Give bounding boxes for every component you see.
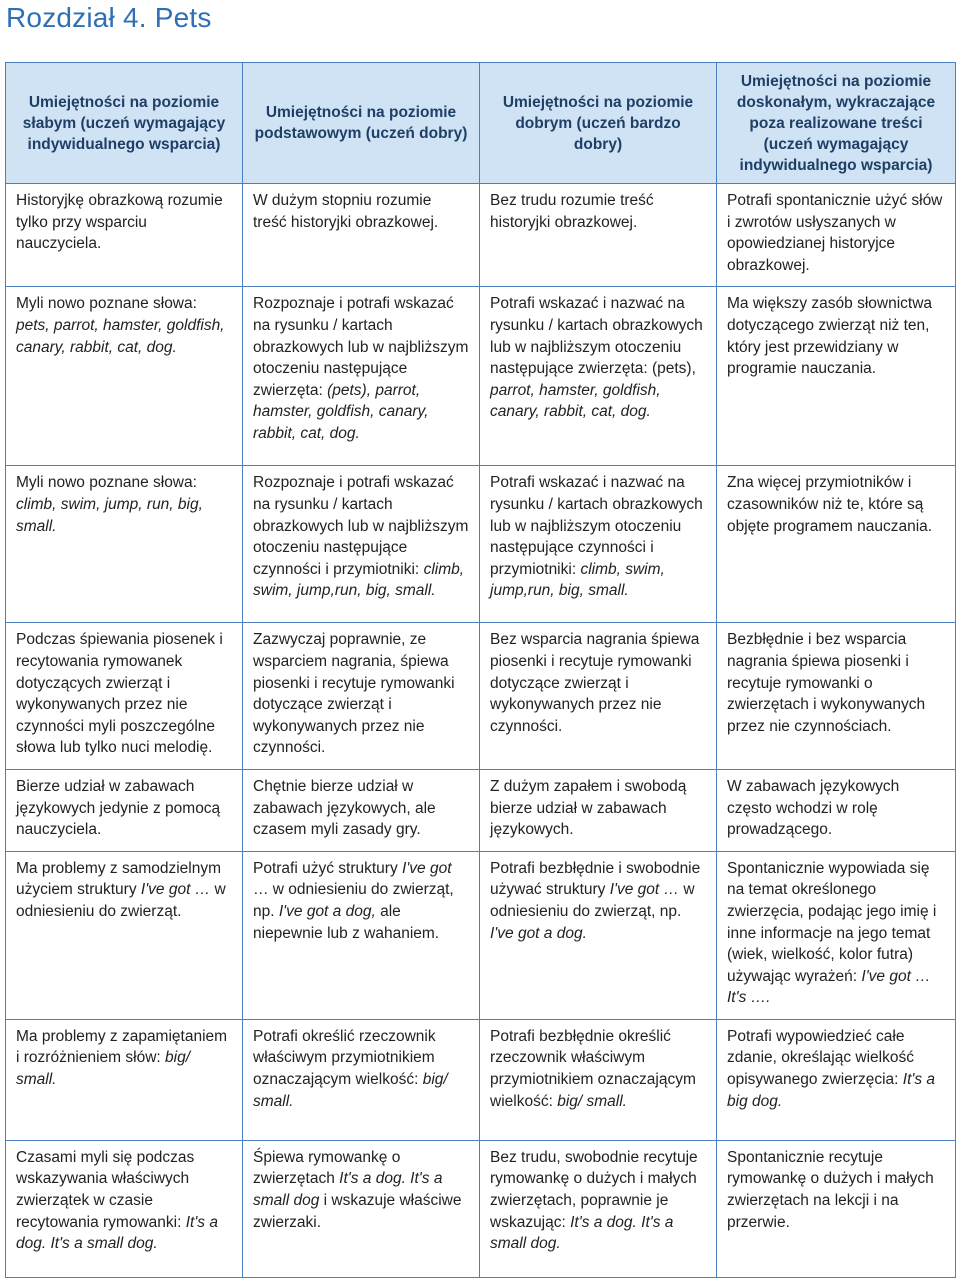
cell-text [490, 293, 706, 423]
cell-text [727, 472, 945, 537]
cell-text [16, 472, 232, 537]
cell-text [253, 858, 469, 944]
cell-plain-text: Potrafi wskazać i nazwać na rysunku / kartach obrazkowych lub w najbliższym otoczeniu następujące zwierzęta: (pets), [490, 295, 703, 378]
cell-italic-text: big/ small. [557, 1092, 627, 1110]
table-cell-basic [243, 466, 480, 623]
cell-text [253, 293, 469, 444]
chapter-title: Rozdział 4. Pets [6, 2, 212, 33]
cell-italic-text: climb, swim, jump,run, big, small. [490, 560, 665, 600]
table-cell-weak [6, 1140, 243, 1277]
cell-plain-text: Spontanicznie recytuje rymowankę o dużych i małych zwierzętach na lekcji i na przerwie. [727, 1148, 934, 1231]
cell-plain-text: Potrafi określić rzeczownik właściwym przymiotnikiem oznaczającym wielkość: [253, 1027, 436, 1089]
cell-text [16, 629, 232, 759]
table-row [6, 1019, 956, 1140]
table-row [6, 184, 956, 287]
cell-text [727, 629, 945, 737]
cell-plain-text: Bez trudu, swobodnie recytuje rymowankę o dużych i małych zwierzętach, poprawnie je wskazując: [490, 1148, 698, 1231]
cell-italic-text: (pets), parrot, hamster, goldfish, canary, rabbit, cat, dog. [253, 381, 429, 442]
cell-plain-text: Myli nowo poznane słowa: [16, 474, 197, 492]
table-cell-weak [6, 287, 243, 466]
cell-text [253, 629, 469, 759]
cell-plain-text: Bez trudu rozumie treść historyjki obrazkowej. [490, 192, 654, 231]
cell-plain-text: w odniesieniu do zwierząt. [16, 881, 226, 920]
table-cell-weak [6, 184, 243, 287]
table-cell-basic [243, 851, 480, 1019]
table-body [6, 184, 956, 1278]
table-cell-good [480, 769, 717, 851]
table-cell-good [480, 287, 717, 466]
cell-italic-text: I've got [402, 859, 452, 877]
cell-text [16, 1026, 232, 1091]
cell-italic-text: pets, parrot, hamster, goldfish, canary, rabbit, cat, dog. [16, 316, 225, 356]
cell-text [490, 629, 706, 737]
cell-text [727, 858, 945, 1009]
cell-text [727, 190, 945, 276]
cell-italic-text: climb, swim, jump, run, big, small. [16, 495, 203, 535]
cell-text [490, 1147, 706, 1255]
cell-plain-text: Czasami myli się podczas wskazywania właściwych zwierzątek w czasie recytowania rymowanki: [16, 1148, 195, 1231]
cell-text [490, 472, 706, 602]
column-header-good: Umiejętności na poziomie dobrym (uczeń bardzo dobry) [480, 63, 717, 184]
cell-italic-text: It's a dog. It's a small dog. [16, 1213, 218, 1253]
table-cell-good [480, 1140, 717, 1277]
cell-plain-text: W zabawach językowych często wchodzi w rolę prowadzącego. [727, 777, 900, 839]
cell-plain-text: Potrafi bezbłędnie określić rzeczownik właściwym przymiotnikiem oznaczającym wielkość: [490, 1027, 696, 1110]
cell-text [490, 190, 706, 233]
table-cell-basic [243, 623, 480, 770]
skills-table [5, 62, 956, 1278]
cell-text [16, 293, 232, 358]
cell-plain-text: Myli nowo poznane słowa: [16, 295, 197, 313]
cell-text [16, 858, 232, 923]
cell-plain-text: Ma problemy z zapamiętaniem i rozróżnieniem słów: [16, 1027, 228, 1067]
table-cell-weak [6, 851, 243, 1019]
cell-text [253, 190, 469, 233]
cell-text [16, 1147, 232, 1255]
cell-text [253, 472, 469, 602]
table-row [6, 1140, 956, 1277]
cell-text [490, 858, 706, 944]
table-cell-basic [243, 287, 480, 466]
table-cell-basic [243, 184, 480, 287]
cell-text [490, 776, 706, 841]
table-cell-excellent [717, 769, 956, 851]
cell-plain-text: Z dużym zapałem i swobodą bierze udział w zabawach językowych. [490, 777, 687, 839]
table-cell-excellent [717, 1140, 956, 1277]
cell-plain-text: Ma większy zasób słownictwa dotyczącego zwierząt niż ten, który jest przewidziany w programie nauczania. [727, 295, 933, 378]
cell-italic-text: I've got … [609, 881, 680, 899]
cell-text [253, 1026, 469, 1112]
table-cell-basic [243, 1019, 480, 1140]
table-cell-weak [6, 769, 243, 851]
cell-plain-text: Potrafi spontanicznie użyć słów i zwrotów usłyszanych w opowiedzianej historyjce obrazkowej. [727, 192, 943, 274]
cell-text [727, 776, 945, 841]
column-header-excellent: Umiejętności na poziomie doskonałym, wykraczające poza realizowane treści (uczeń wymagający indywidualnego wsparcia) [717, 63, 956, 184]
cell-plain-text: Śpiewa rymowankę o zwierzętach [253, 1148, 401, 1188]
cell-plain-text: Spontanicznie wypowiada się na temat określonego zwierzęcia, podając jego imię i inne informacje na jego temat (wiek, wielkość, kolor futra) używając wyrażeń: [727, 859, 937, 985]
cell-italic-text: climb, swim, jump,run, big, small. [253, 560, 465, 600]
cell-text [727, 1147, 945, 1233]
cell-plain-text: Bezbłędnie i bez wsparcia nagrania śpiewa piosenki i recytuje rymowanki o zwierzętach i wykonywanych przez nie czynnościach. [727, 631, 926, 735]
cell-italic-text: I've got a dog. [490, 924, 587, 942]
cell-text [727, 1026, 945, 1112]
cell-italic-text: I've got a dog, [278, 902, 376, 920]
cell-italic-text: I've got … It's …. [727, 967, 931, 1007]
table-cell-good [480, 1019, 717, 1140]
cell-plain-text: Chętnie bierze udział w zabawach językowych, ale czasem myli zasady gry. [253, 777, 436, 839]
table-cell-excellent [717, 466, 956, 623]
cell-text [16, 776, 232, 841]
table-cell-excellent [717, 184, 956, 287]
table-cell-excellent [717, 287, 956, 466]
cell-text [253, 776, 469, 841]
cell-text [16, 190, 232, 255]
cell-plain-text: Potrafi wskazać i nazwać na rysunku / kartach obrazkowych lub w najbliższym otoczeniu następujące czynności i przymiotniki: [490, 474, 703, 578]
cell-italic-text: parrot, hamster, goldfish, canary, rabbit, cat, dog. [490, 381, 661, 421]
cell-plain-text: Historyjkę obrazkową rozumie tylko przy wsparciu nauczyciela. [16, 192, 223, 253]
table-row [6, 287, 956, 466]
column-header-weak: Umiejętności na poziomie słabym (uczeń wymagający indywidualnego wsparcia) [6, 63, 243, 184]
cell-plain-text: Ma problemy z samodzielnym użyciem struktury [16, 859, 222, 899]
table-cell-good [480, 851, 717, 1019]
cell-italic-text: It's a dog. It's a small dog [253, 1170, 443, 1210]
cell-plain-text: i wskazuje właściwe zwierzaki. [253, 1192, 462, 1231]
cell-plain-text: Zazwyczaj poprawnie, ze wsparciem nagrania, śpiewa piosenki i recytuje rymowanki dotyczące zwierząt i wykonywanych przez nie czynności. [253, 631, 455, 757]
cell-text [490, 1026, 706, 1112]
cell-plain-text: Potrafi użyć struktury [253, 859, 398, 877]
table-cell-good [480, 184, 717, 287]
cell-plain-text: w odniesieniu do zwierząt, np. [490, 881, 695, 920]
cell-italic-text: It's a big dog. [727, 1071, 936, 1110]
cell-plain-text: ale niepewnie lub z wahaniem. [253, 902, 440, 942]
table-cell-excellent [717, 623, 956, 770]
table-row [6, 623, 956, 770]
cell-plain-text: Potrafi bezbłędnie i swobodnie używać struktury [490, 859, 701, 899]
cell-plain-text: Podczas śpiewania piosenek i recytowania rymowanek dotyczących zwierząt i wykonywanych przez nie czynności myli poszczególne słowa lub tylko nuci melodię. [16, 631, 223, 757]
table-cell-weak [6, 623, 243, 770]
table-cell-excellent [717, 851, 956, 1019]
cell-text [253, 1147, 469, 1233]
cell-plain-text: Potrafi wypowiedzieć całe zdanie, określając wielkość opisywanego zwierzęcia: [727, 1027, 914, 1089]
table-cell-weak [6, 466, 243, 623]
cell-plain-text: Zna więcej przymiotników i czasowników niż te, które są objęte programem nauczania. [727, 474, 933, 535]
table-cell-excellent [717, 1019, 956, 1140]
cell-plain-text: Rozpoznaje i potrafi wskazać na rysunku / kartach obrazkowych lub w najbliższym otoczeniu następujące czynności i przymiotniki: [253, 474, 469, 578]
cell-plain-text: W dużym stopniu rozumie treść historyjki obrazkowej. [253, 192, 439, 231]
cell-plain-text: Bez wsparcia nagrania śpiewa piosenki i recytuje rymowanki dotyczące zwierząt i wykonywanych przez nie czynności. [490, 631, 700, 735]
header-row [6, 63, 956, 184]
cell-plain-text: Bierze udział w zabawach językowych jedynie z pomocą nauczyciela. [16, 777, 221, 839]
cell-text [727, 293, 945, 379]
table-cell-basic [243, 769, 480, 851]
cell-italic-text: I've got … [140, 881, 211, 899]
cell-italic-text: It's a dog. It's a small dog. [490, 1213, 674, 1253]
cell-plain-text: … w odniesieniu do zwierząt, np. [253, 881, 454, 920]
cell-italic-text: big/ small. [16, 1049, 191, 1089]
cell-italic-text: big/ small. [253, 1071, 448, 1110]
table-cell-good [480, 623, 717, 770]
table-row [6, 851, 956, 1019]
cell-plain-text: Rozpoznaje i potrafi wskazać na rysunku / kartach obrazkowych lub w najbliższym otoczeniu następujące zwierzęta: [253, 295, 469, 399]
table-cell-basic [243, 1140, 480, 1277]
table-cell-weak [6, 1019, 243, 1140]
column-header-basic: Umiejętności na poziomie podstawowym (uczeń dobry) [243, 63, 480, 184]
table-cell-good [480, 466, 717, 623]
table-row [6, 466, 956, 623]
table-row [6, 769, 956, 851]
